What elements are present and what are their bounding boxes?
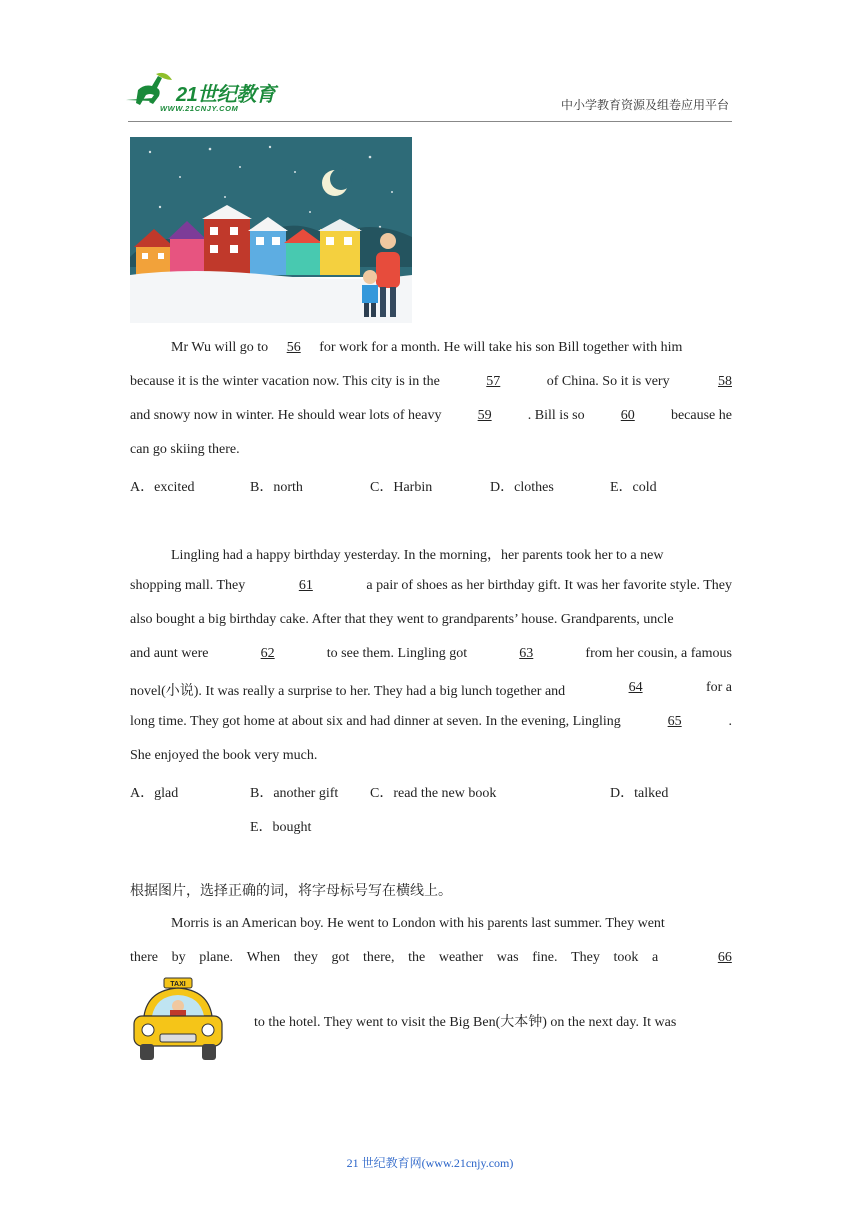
- option-c[interactable]: C．Harbin: [370, 480, 433, 495]
- option-e[interactable]: E．bought: [250, 820, 312, 835]
- blank-64[interactable]: 64: [628, 680, 643, 695]
- option-e[interactable]: E．cold: [610, 480, 657, 495]
- passage2-line-6: long time. They got home at about six and had dinner at seven. In the evening, Lingling 65 .: [130, 714, 732, 729]
- passage2-line-2: shopping mall. They 61 a pair of shoes as her birthday gift. It was her favorite style. They: [130, 578, 732, 593]
- blank-63[interactable]: 63: [519, 646, 534, 661]
- blank-59[interactable]: 59: [477, 408, 492, 423]
- logo-url: WWW.21CNJY.COM: [160, 104, 239, 113]
- passage2-line-5: novel(小说). It was really a surprise to her. They had a big lunch together and 64 for a: [130, 680, 732, 699]
- blank-56[interactable]: 56: [286, 340, 301, 355]
- blank-60[interactable]: 60: [620, 408, 635, 423]
- option-d[interactable]: D．talked: [610, 786, 669, 801]
- option-b[interactable]: B．north: [250, 480, 303, 495]
- passage3-line-3: to the hotel. They went to visit the Big Ben(大本钟) on the next day. It was: [254, 1015, 677, 1030]
- passage1-line-1: Mr Wu will go to 56 for work for a month. He will take his son Bill together with him: [171, 340, 683, 355]
- svg-text:TAXI: TAXI: [170, 981, 186, 988]
- passage2-line-1: Lingling had a happy birthday yesterday. In the morning，her parents took her to a new: [171, 548, 664, 563]
- taxi-icon: [130, 976, 226, 1064]
- header-divider: [128, 121, 732, 122]
- passage2-line-4: and aunt were 62 to see them. Lingling got 63 from her cousin, a famous: [130, 646, 732, 661]
- blank-61[interactable]: 61: [298, 578, 313, 593]
- passage3-line-1: Morris is an American boy. He went to London with his parents last summer. They went: [171, 916, 665, 931]
- blank-65[interactable]: 65: [667, 714, 682, 729]
- passage2-line-3: also bought a big birthday cake. After that they went to grandparents’ house. Grandparents, uncle: [130, 612, 674, 627]
- page-footer: 21 世纪教育网(www.21cnjy.com): [346, 1156, 514, 1170]
- winter-town-illustration: [130, 137, 412, 323]
- instruction-text: 根据图片，选择正确的词，将字母标号写在横线上。: [130, 883, 452, 899]
- option-b[interactable]: B．another gift: [250, 786, 339, 801]
- option-c[interactable]: C．read the new book: [370, 786, 497, 801]
- passage1-line-4: can go skiing there.: [130, 442, 240, 457]
- option-a[interactable]: A．glad: [130, 786, 179, 801]
- option-a[interactable]: A．excited: [130, 480, 195, 495]
- passage2-line-7: She enjoyed the book very much.: [130, 748, 318, 763]
- logo-title: 21世纪教育: [176, 84, 276, 106]
- blank-58[interactable]: 58: [717, 374, 732, 389]
- passage3-line-2: there by plane. When they got there, the weather was fine. They took a 66: [130, 950, 732, 965]
- platform-name: 中小学教育资源及组卷应用平台: [560, 98, 729, 112]
- blank-62[interactable]: 62: [260, 646, 275, 661]
- option-d[interactable]: D．clothes: [490, 480, 554, 495]
- blank-66[interactable]: 66: [717, 950, 732, 965]
- passage1-line-3: and snowy now in winter. He should wear lots of heavy 59 . Bill is so 60 because he: [130, 408, 732, 423]
- blank-57[interactable]: 57: [486, 374, 501, 389]
- passage1-line-2: because it is the winter vacation now. This city is in the 57 of China. So it is very 58: [130, 374, 732, 389]
